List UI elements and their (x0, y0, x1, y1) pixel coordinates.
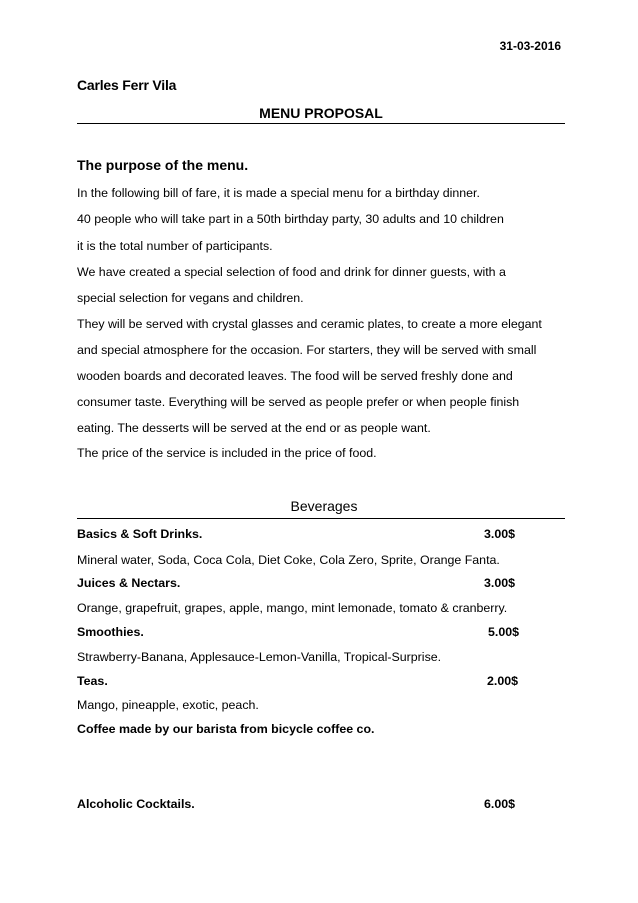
title-divider (77, 123, 565, 124)
menu-item-name: Teas. (77, 674, 108, 688)
menu-item-name: Smoothies. (77, 625, 144, 639)
purpose-line: consumer taste. Everything will be served as people prefer or when people finish (77, 395, 520, 409)
purpose-line: wooden boards and decorated leaves. The food will be served freshly done and (77, 369, 513, 383)
menu-item-description: Orange, grapefruit, grapes, apple, mango, mint lemonade, tomato & cranberry. (77, 601, 508, 615)
purpose-heading: The purpose of the menu. (77, 157, 249, 173)
menu-item-name: Basics & Soft Drinks. (77, 527, 203, 541)
menu-item-description: Mango, pineapple, exotic, peach. (77, 698, 259, 712)
purpose-line: They will be served with crystal glasses and ceramic plates, to create a more elegant (77, 317, 542, 331)
purpose-line: eating. The desserts will be served at the end or as people want. (77, 421, 431, 435)
purpose-line: In the following bill of fare, it is made a special menu for a birthday dinner. (77, 186, 480, 200)
author-name: Carles Ferr Vila (77, 77, 177, 93)
menu-item-price: 6.00$ (484, 797, 516, 811)
purpose-line: it is the total number of participants. (77, 239, 273, 253)
menu-item-name: Juices & Nectars. (77, 576, 181, 590)
purpose-line: and special atmosphere for the occasion. For starters, they will be served with small (77, 343, 537, 357)
menu-item-name: Alcoholic Cocktails. (77, 797, 195, 811)
menu-item-price: 3.00$ (484, 576, 516, 590)
menu-item-description: Mineral water, Soda, Coca Cola, Diet Coke, Cola Zero, Sprite, Orange Fanta. (77, 553, 500, 567)
menu-item-price: 2.00$ (487, 674, 519, 688)
purpose-line: special selection for vegans and children. (77, 291, 304, 305)
menu-item-name: Coffee made by our barista from bicycle coffee co. (77, 722, 375, 736)
beverages-heading: Beverages (290, 498, 358, 514)
purpose-line: The price of the service is included in the price of food. (77, 446, 377, 460)
menu-item-description: Strawberry-Banana, Applesauce-Lemon-Vanilla, Tropical-Surprise. (77, 650, 442, 664)
purpose-line: 40 people who will take part in a 50th birthday party, 30 adults and 10 children (77, 212, 504, 226)
document-date: 31-03-2016 (499, 39, 561, 53)
menu-item-price: 3.00$ (484, 527, 516, 541)
menu-item-price: 5.00$ (488, 625, 520, 639)
purpose-line: We have created a special selection of food and drink for dinner guests, with a (77, 265, 506, 279)
beverages-divider (77, 518, 565, 519)
document-title: MENU PROPOSAL (259, 105, 383, 121)
